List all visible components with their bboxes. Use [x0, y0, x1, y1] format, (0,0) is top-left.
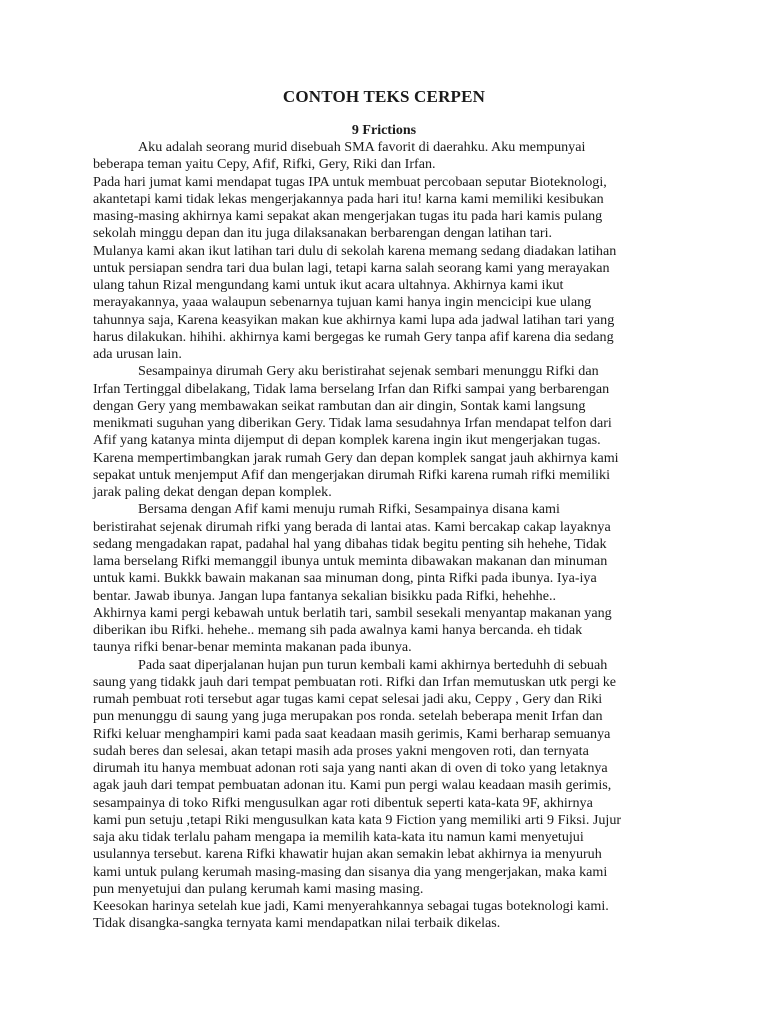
story-line: saung yang tidakk jauh dari tempat pembuatan roti. Rifki dan Irfan memutuskan utk pergi ke	[93, 673, 617, 690]
story-line: bentar. Jawab ibunya. Jangan lupa fantanya sekalian bisikku pada Rifki, hehehhe..	[93, 587, 556, 604]
story-line: Tidak disangka-sangka ternyata kami mendapatkan nilai terbaik dikelas.	[93, 915, 501, 932]
story-line: merayakannya, yaaa walaupun sebenarnya tujuan kami hanya ingin mencicipi kue ulang	[93, 294, 592, 311]
story-line: ada urusan lain.	[93, 346, 182, 362]
story-line: sedang mengadakan rapat, padahal hal yang dibahas tidak begitu penting sih hehehe, Tidak	[93, 535, 607, 552]
story-line: sepakat untuk menjemput Afif dan mengerjakan dirumah Rifki karena rumah rifki memiliki	[93, 466, 611, 483]
story-line: untuk persiapan sendra tari dua bulan lagi, tetapi karna salah seorang kami yang merayakan	[93, 259, 610, 276]
story-line: diberikan ibu Rifki. hehehe.. memang sih pada awalnya kami hanya bercanda. eh tidak	[93, 622, 583, 638]
story-line: Afif yang katanya minta dijemput di depan komplek karena ingin ikut mengerjakan tugas.	[93, 432, 601, 449]
story-title: 9 Frictions	[351, 123, 417, 138]
story-line: akantetapi kami tidak lekas mengerjakannya pada hari itu! karna kami memiliki kesibukan	[93, 190, 604, 207]
story-line: tahunnya saja, Karena keasyikan makan kue akhirnya kami lupa ada jadwal latihan tari yang	[93, 311, 615, 328]
story-line: Pada saat diperjalanan hujan pun turun kembali kami akhirnya berteduhh di sebuah	[138, 656, 608, 673]
story-line: beristirahat sejenak dirumah rifki yang berada di lantai atas. Kami bercakap cakap layaknya	[93, 518, 611, 535]
story-line: sekolah minggu depan dan itu juga dilaksanakan berbarengan dengan latihan tari.	[93, 225, 553, 242]
story-line: beberapa teman yaitu Cepy, Afif, Rifki, Gery, Riki dan Irfan.	[93, 156, 436, 173]
story-line: Pada hari jumat kami mendapat tugas IPA untuk membuat percobaan seputar Bioteknologi,	[93, 173, 607, 190]
story-line: pun menunggu di saung yang juga merupakan pos ronda. setelah beberapa menit Irfan dan	[93, 708, 603, 725]
story-line: Bersama dengan Afif kami menuju rumah Rifki, Sesampainya disana kami	[138, 501, 560, 518]
story-line: ulang tahun Rizal mengundang kami untuk ikut acara ultahnya. Akhirnya kami ikut	[93, 277, 564, 293]
story-line: pun menyetujui dan pulang kerumah kami masing masing.	[93, 880, 424, 897]
story-body	[93, 139, 693, 933]
story-line: Sesampainya dirumah Gery aku beristirahat sejenak sembari menunggu Rifki dan	[138, 363, 599, 380]
story-line: jarak paling dekat dengan depan komplek.	[93, 484, 332, 500]
story-line: kami pun setuju ,tetapi Riki mengusulkan kata kata 9 Fiction yang memiliki arti 9 Fiksi. Jujur	[93, 811, 622, 828]
story-line: dirumah itu hanya membuat adonan roti saja yang nanti akan di oven di toko yang letaknya	[93, 760, 608, 776]
story-line: sesampainya di toko Rifki mengusulkan agar roti dibentuk seperti kata-kata 9F, akhirnya	[93, 794, 593, 811]
story-line: Rifki keluar menghampiri kami pada saat keadaan masih gerimis, Kami berharap semuanya	[93, 725, 611, 742]
story-line: rumah pembuat roti tersebut agar tugas kami cepat selesai jadi aku, Ceppy , Gery dan Riki	[93, 691, 603, 707]
story-line: lama berselang Rifki memanggil ibunya untuk meminta dibawakan makanan dan minuman	[93, 553, 608, 569]
document-title: CONTOH TEKS CERPEN	[282, 87, 486, 106]
story-line: untuk kami. Bukkk bawain makanan saa minuman dong, pinta Rifki pada ibunya. Iya-iya	[93, 570, 597, 587]
story-line: taunya rifki benar-benar meminta makanan pada ibunya.	[93, 639, 412, 656]
story-line: Aku adalah seorang murid disebuah SMA favorit di daerahku. Aku mempunyai	[138, 139, 586, 155]
story-line: dengan Gery yang membawakan seikat rambutan dan air dingin, Sontak kami langsung	[93, 397, 586, 414]
story-line: Irfan Tertinggal dibelakang, Tidak lama berselang Irfan dan Rifki sampai yang berbarengan	[93, 380, 610, 397]
story-line: agak jauh dari tempat pembuatan adonan itu. Kami pun pergi walau keadaan masih gerimis,	[93, 777, 612, 794]
story-line: menikmati suguhan yang diberikan Gery. Tidak lama sesudahnya Irfan mendapat telfon dari	[93, 415, 612, 431]
story-line: Keesokan harinya setelah kue jadi, Kami menyerahkannya sebagai tugas boteknologi kami.	[93, 898, 609, 914]
story-line: masing-masing akhirnya kami sepakat akan mengerjakan tugas itu pada hari kamis pulang	[93, 208, 603, 224]
story-line: usulannya tersebut. karena Rifki khawatir hujan akan semakin lebat akhirnya ia menyuruh	[93, 846, 602, 863]
story-line: Karena mempertimbangkan jarak rumah Gery dan depan komplek sangat jauh akhirnya kami	[93, 449, 619, 466]
story-line: Mulanya kami akan ikut latihan tari dulu di sekolah karena memang sedang diadakan latihan	[93, 242, 617, 259]
story-line: Akhirnya kami pergi kebawah untuk berlatih tari, sambil sesekali menyantap makanan yang	[93, 604, 612, 621]
story-line: kami untuk pulang kerumah masing-masing dan sisanya dia yang mengerjakan, maka kami	[93, 863, 608, 880]
story-line: saja aku tidak terlalu paham mengapa ia memilih kata-kata itu namun kami menyetujui	[93, 829, 584, 845]
story-line: sudah beres dan selesai, akan tetapi masih ada proses yakni mengoven roti, dan ternyata	[93, 742, 589, 759]
story-line: harus dilakukan. hihihi. akhirnya kami bergegas ke rumah Gery tanpa afif karena dia sedang	[93, 328, 614, 345]
